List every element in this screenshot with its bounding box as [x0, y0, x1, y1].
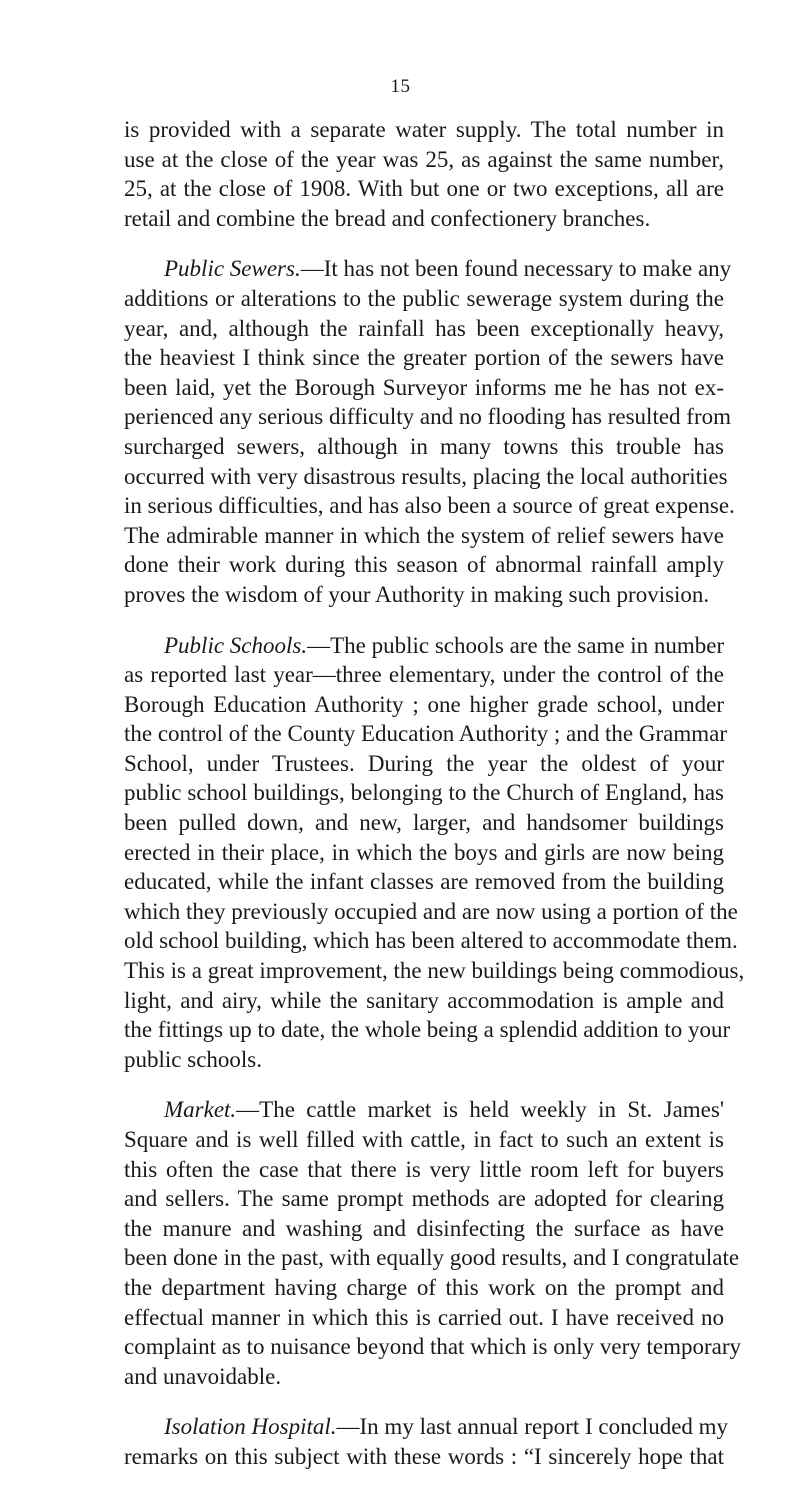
text-line: remarks on this subject with these words : “I sincerely hope that — [124, 1443, 724, 1469]
section-heading-public-schools: Public Schools. — [164, 632, 308, 658]
text-line: been laid, yet the Borough Surveyor informs me he has not ex- — [124, 374, 724, 400]
text-line: occurred with very disastrous results, placing the local authorities — [124, 463, 728, 489]
page-number: 15 — [390, 76, 411, 97]
text-line: and unavoidable. — [124, 1363, 282, 1389]
paragraph-continuation — [124, 115, 724, 233]
text-line: Borough Education Authority ; one higher grade school, under — [124, 691, 724, 717]
text-line: School, under Trustees. During the year the oldest of your — [124, 750, 724, 776]
text-line: effectual manner in which this is carried out. I have received no — [124, 1304, 724, 1330]
text-line: use at the close of the year was 25, as against the same number, — [124, 146, 724, 172]
text-line: surcharged sewers, although in many towns this trouble has — [124, 433, 724, 459]
text-run: —The public schools are the same in number — [307, 632, 725, 658]
text-line: retail and combine the bread and confectionery branches. — [124, 205, 651, 231]
section-heading-isolation-hospital: Isolation Hospital. — [164, 1414, 337, 1440]
paragraph-public-sewers — [124, 254, 735, 609]
text-line: light, and airy, while the sanitary accommodation is ample and — [124, 987, 724, 1013]
text-line: The admirable manner in which the system of relief sewers have — [124, 522, 724, 548]
body-text — [124, 115, 745, 1493]
text-line: the manure and washing and disinfecting the surface as have — [124, 1215, 724, 1241]
section-heading-public-sewers: Public Sewers. — [164, 256, 301, 282]
text-line: complaint as to nuisance beyond that which is only very temporary — [124, 1334, 742, 1360]
text-line: public schools. — [124, 1046, 262, 1072]
text-line: as reported last year—three elementary, under the control of the — [124, 662, 724, 688]
text-line: in serious difficulties, and has also been a source of great expense. — [124, 493, 735, 519]
text-line: the control of the County Education Authority ; and the Grammar — [124, 721, 727, 747]
paragraph-public-schools — [124, 631, 745, 1075]
text-line: This is a great improvement, the new buildings being commodious, — [124, 958, 745, 984]
text-line: the heaviest I think since the greater portion of the sewers have — [124, 345, 724, 371]
text-line: done their work during this season of abnormal rainfall amply — [124, 552, 724, 578]
paragraph-market — [124, 1095, 742, 1391]
text-line: which they previously occupied and are now using a portion of the — [124, 898, 738, 924]
text-line: public school buildings, belonging to the Church of England, has — [124, 780, 724, 806]
section-heading-market: Market. — [164, 1097, 237, 1123]
text-line: educated, while the infant classes are removed from the building — [124, 869, 724, 895]
text-line: and sellers. The same prompt methods are adopted for clearing — [124, 1186, 724, 1212]
text-line: been pulled down, and new, larger, and handsomer buildings — [124, 810, 724, 836]
text-line: this often the case that there is very little room left for buyers — [124, 1156, 724, 1182]
text-line: is provided with a separate water supply. The total number in — [124, 117, 724, 142]
text-line: Square and is well filled with cattle, in fact to such an extent is — [124, 1127, 724, 1152]
text-line — [124, 1412, 729, 1442]
text-line — [124, 1095, 724, 1125]
text-line: erected in their place, in which the boys and girls are now being — [124, 839, 724, 865]
text-line — [124, 254, 732, 284]
text-line: proves the wisdom of your Authority in making such provision. — [124, 581, 710, 607]
text-run: —The cattle market is held weekly in St. James' — [236, 1097, 724, 1123]
text-line: year, and, although the rainfall has been exceptionally heavy, — [124, 315, 724, 341]
text-line: 25, at the close of 1908. With but one or two exceptions, all are — [124, 176, 724, 202]
text-line — [124, 631, 724, 661]
text-run: —In my last annual report I concluded my — [336, 1414, 729, 1440]
text-line: old school building, which has been altered to accommodate them. — [124, 928, 738, 954]
text-line: the fittings up to date, the whole being a splendid addition to your — [124, 1017, 731, 1043]
text-line: the department having charge of this work on the prompt and — [124, 1274, 724, 1300]
paragraph-isolation-hospital — [124, 1412, 729, 1471]
text-line: perienced any serious difficulty and no flooding has resulted from — [124, 404, 731, 430]
text-line: additions or alterations to the public sewerage system during the — [124, 285, 724, 311]
text-run: —It has not been found necessary to make any — [300, 256, 732, 282]
text-line: been done in the past, with equally good results, and I congratulate — [124, 1245, 740, 1271]
